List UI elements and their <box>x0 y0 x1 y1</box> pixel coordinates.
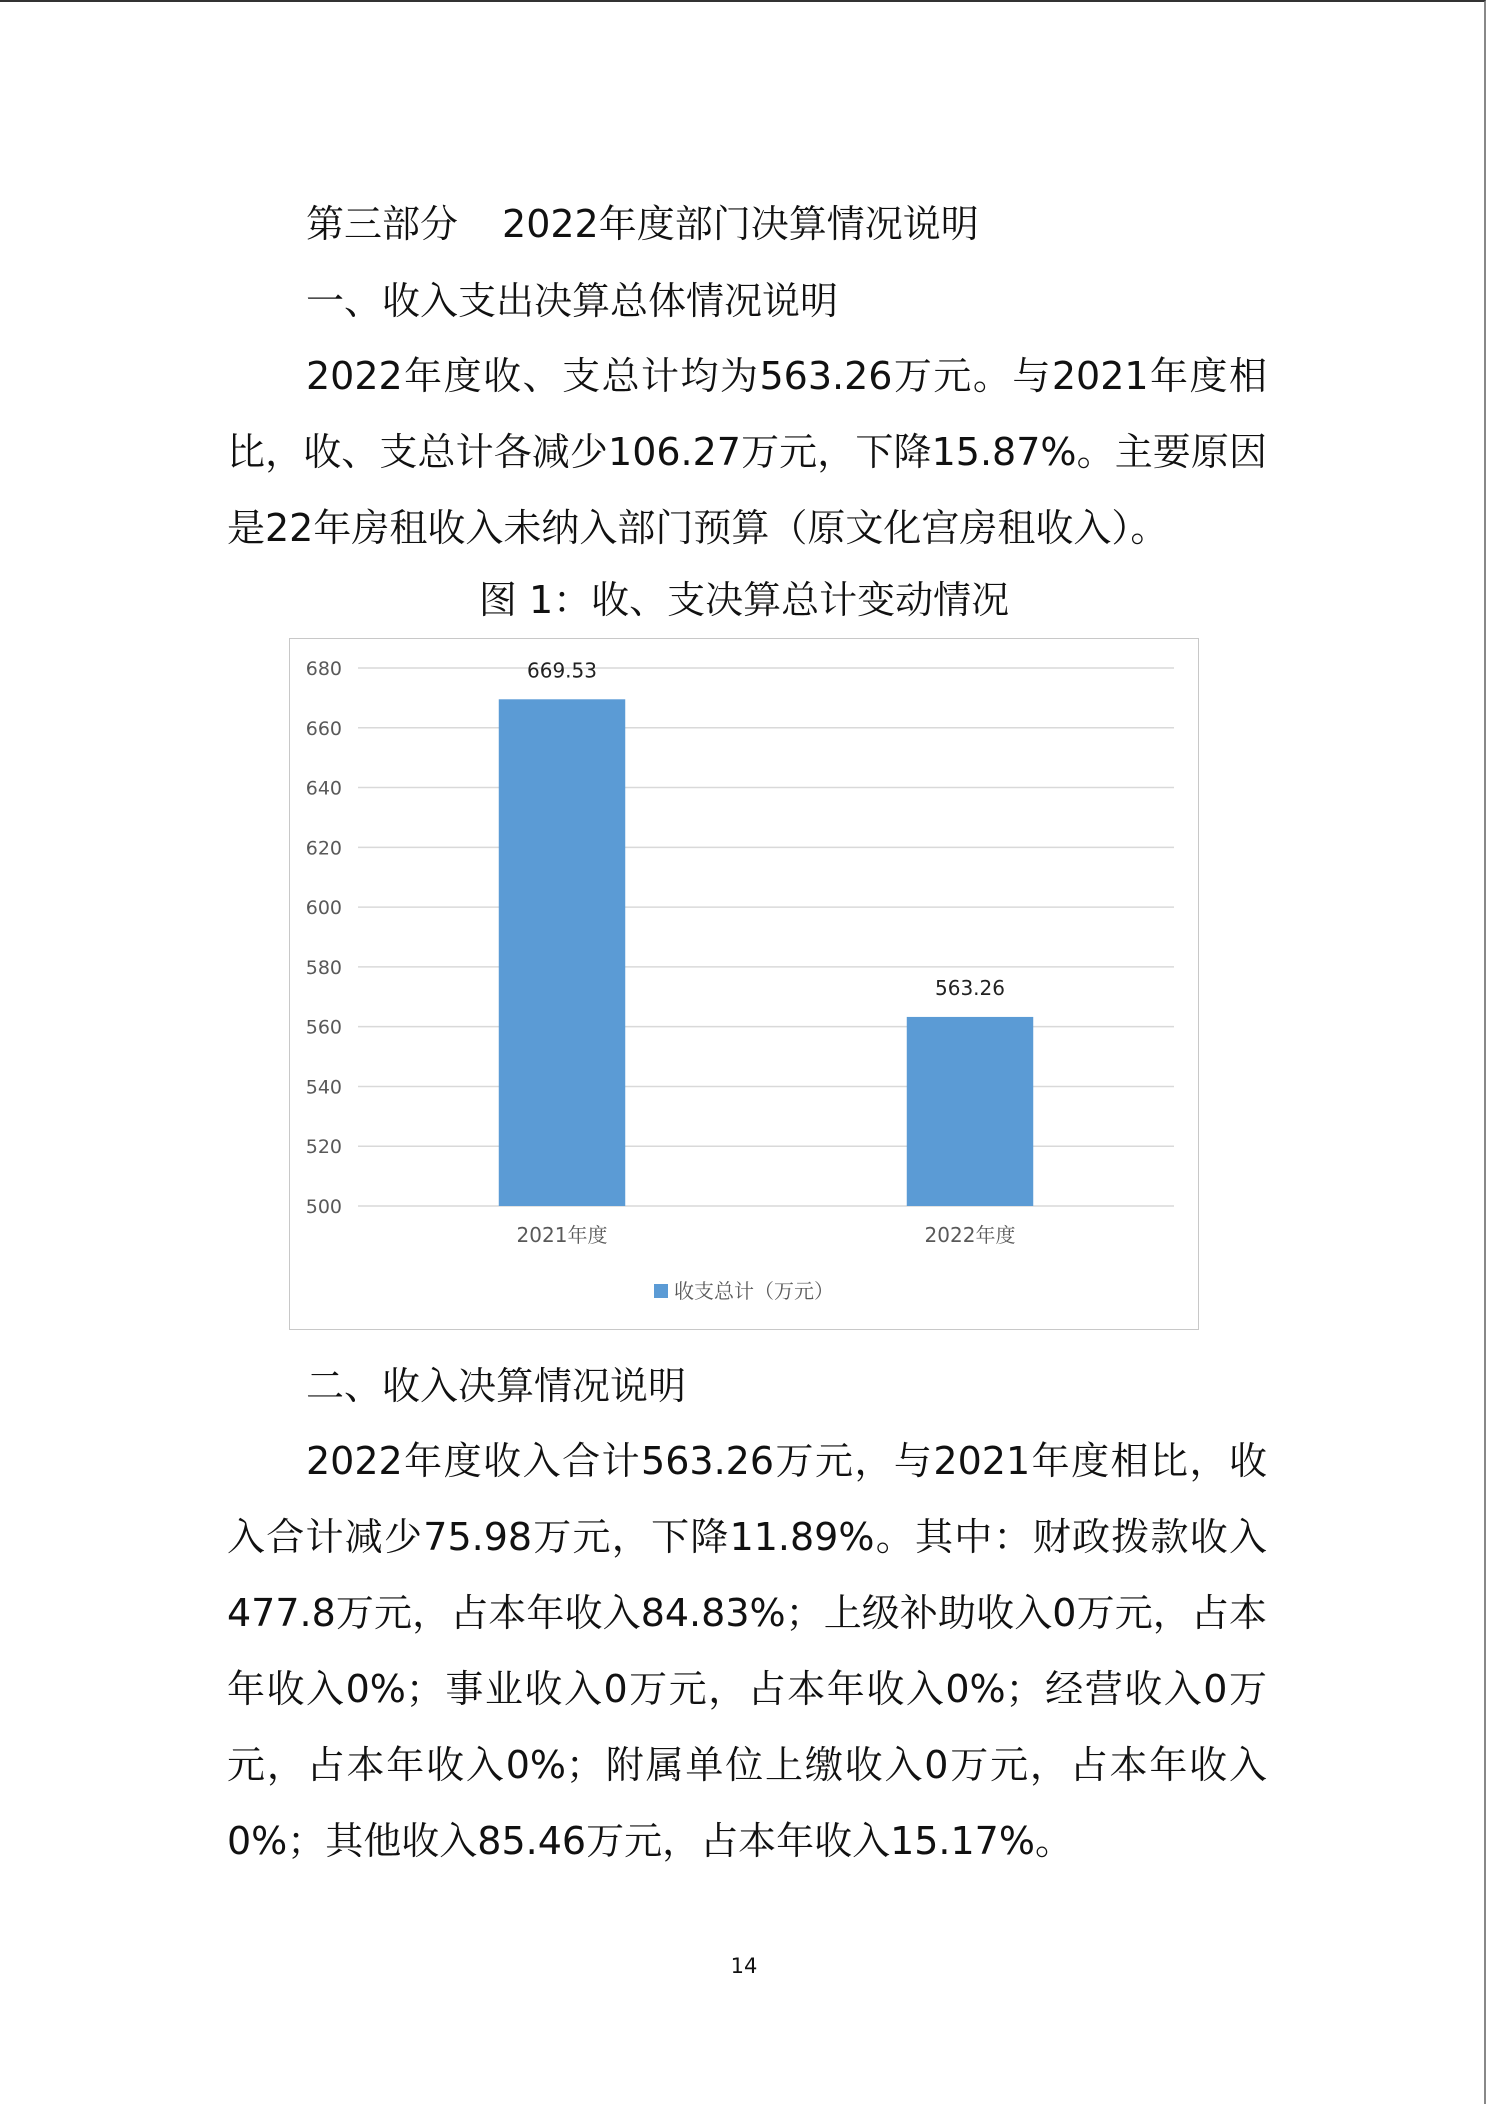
x-category-label: 2021年度 <box>516 1223 608 1247</box>
x-category-label: 2022年度 <box>924 1223 1016 1247</box>
bar-chart-svg <box>290 639 1198 1329</box>
bar <box>907 1017 1033 1206</box>
data-label: 669.53 <box>527 658 597 683</box>
part-title-prefix: 第三部分 <box>306 202 459 246</box>
bar <box>499 699 625 1206</box>
y-tick-label: 640 <box>305 777 342 800</box>
y-tick-label: 560 <box>305 1016 342 1039</box>
data-label: 563.26 <box>935 975 1005 1000</box>
y-tick-label: 620 <box>305 837 342 860</box>
figure1-chart <box>289 638 1199 1330</box>
section2-paragraph: 2022年度收入合计563.26万元，与2021年度相比，收入合计减少75.98万元，下降11.89%。其中：财政拨款收入477.8万元，占本年收入84.83%；上级补助收入0万元，占本年收入0%；事业收入0万元，占本年收入0%；经营收入0万元，占本年收入0%；附属单位上缴收入0万元，占本年收入0%；其他收入85.46万元，占本年收入15.17%。 <box>227 1439 1267 1863</box>
section1-title: 一、收入支出决算总体情况说明 <box>306 279 839 323</box>
page-number: 14 <box>730 1954 758 1978</box>
section2-title: 二、收入决算情况说明 <box>306 1364 687 1408</box>
part-title <box>306 198 979 250</box>
y-tick-label: 660 <box>305 717 342 740</box>
legend-label: 收支总计（万元） <box>674 1279 834 1303</box>
figure1-caption: 图 1：收、支决算总计变动情况 <box>478 578 1010 622</box>
y-tick-label: 600 <box>305 897 342 920</box>
y-tick-label: 580 <box>305 956 342 979</box>
legend-swatch <box>654 1284 668 1298</box>
y-tick-label: 540 <box>305 1076 342 1099</box>
y-tick-label: 680 <box>305 658 342 680</box>
y-tick-label: 520 <box>305 1136 342 1159</box>
part-title-main: 2022年度部门决算情况说明 <box>502 202 979 246</box>
y-tick-label: 500 <box>305 1196 342 1218</box>
section1-paragraph: 2022年度收、支总计均为563.26万元。与2021年度相比，收、支总计各减少106.27万元，下降15.87%。主要原因是22年房租收入未纳入部门预算（原文化宫房租收入）。 <box>227 354 1267 550</box>
